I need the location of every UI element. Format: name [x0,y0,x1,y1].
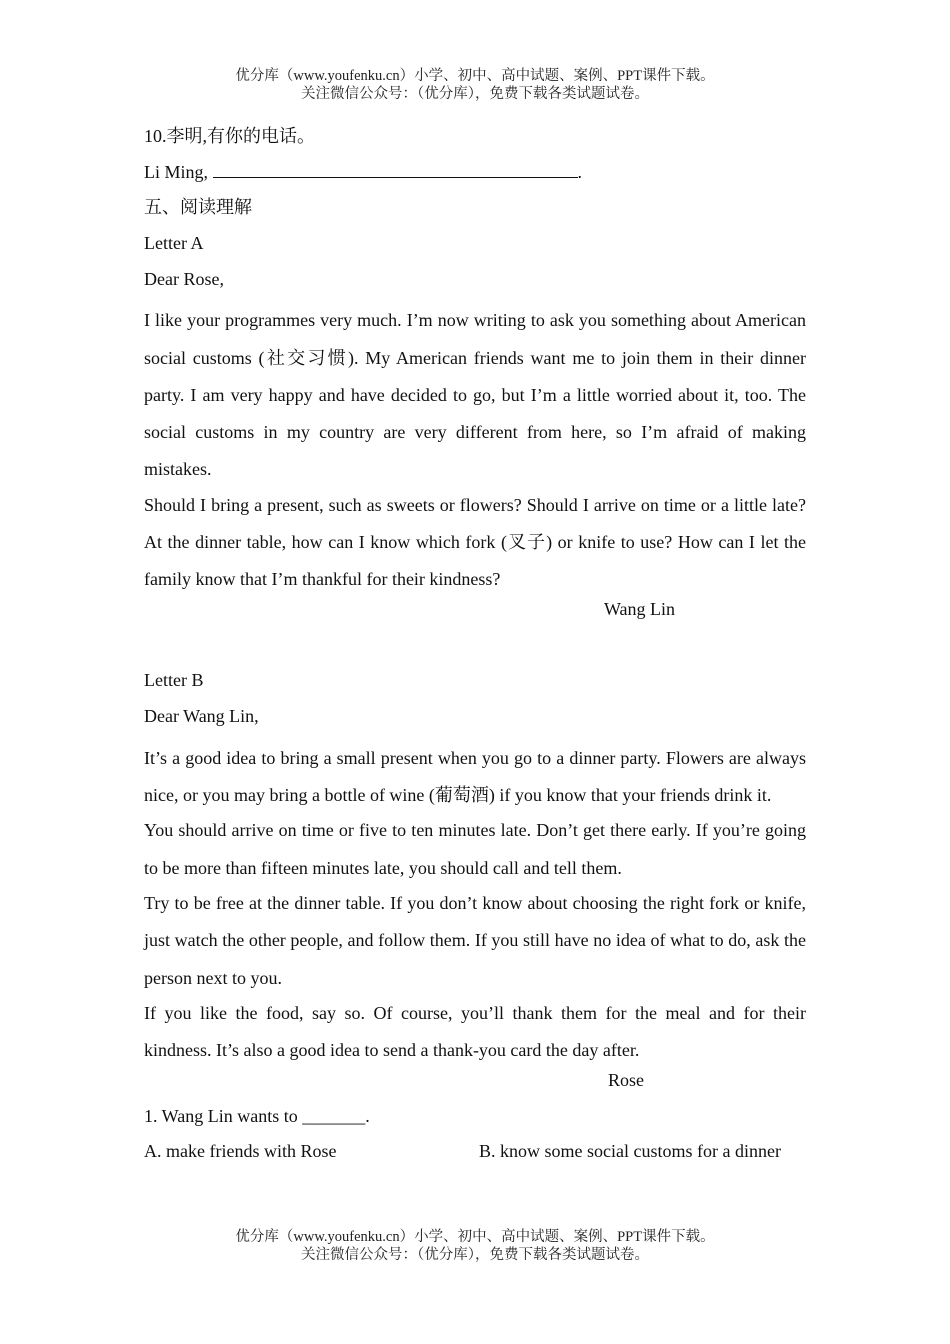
answer-prefix: Li Ming, [144,161,213,182]
letter-b-paragraph-2: You should arrive on time or five to ten minutes late. Don’t get there early. If you’re going to be more than fifteen minutes late, you should call and tell them. [144,820,806,878]
footer-line-1: 优分库（www.youfenku.cn）小学、初中、高中试题、案例、PPT课件下载。 [235,1229,715,1245]
answer-suffix: . [577,161,583,182]
page-header [0,67,950,103]
footer-line-2: 关注微信公众号：（优分库），免费下载各类试题试卷。 [301,1247,649,1263]
answer-blank[interactable] [213,160,578,178]
header-line-1: 优分库（www.youfenku.cn）小学、初中、高中试题、案例、PPT课件下载。 [235,68,715,84]
page-footer [0,1228,950,1264]
letter-b-signature: Rose [608,1069,644,1090]
section-title: 五、阅读理解 [144,197,252,218]
question-1-options [144,1139,806,1175]
letter-b-paragraph-3: Try to be free at the dinner table. If you don’t know about choosing the right fork or knife, just watch the other people, and follow them. If you still have no idea of what to do, ask the person next to you. [144,893,806,988]
letter-b-title: Letter B [144,670,204,691]
letter-b-greeting: Dear Wang Lin, [144,705,259,726]
letter-b-paragraph-1: It’s a good idea to bring a small present when you go to a dinner party. Flowers are always nice, or you may bring a bottle of wine (葡萄酒) if you know that your friends drink it. [144,747,806,805]
header-line-2: 关注微信公众号：（优分库），免费下载各类试题试卷。 [301,86,649,102]
question-1-option-b: B. know some social customs for a dinner [479,1141,781,1162]
letter-a-signature: Wang Lin [604,598,676,619]
letter-a-paragraph-2: Should I bring a present, such as sweets or flowers? Should I arrive on time or a little late? At the dinner table, how can I know which fork (叉子) or knife to use? How can I let the family know that I’m thankful for their kindness? [144,494,806,590]
spacer [144,633,806,669]
question-1-option-a: A. make friends with Rose [144,1141,337,1162]
letter-a-title: Letter A [144,233,204,254]
letter-b-paragraph-4: If you like the food, say so. Of course, you’ll thank them for the meal and for their kindness. It’s also a good idea to send a thank-you card the day after. [144,1003,806,1061]
letter-a-greeting: Dear Rose, [144,268,224,289]
translation-answer-line [144,160,806,196]
letter-a-paragraph-1: I like your programmes very much. I’m now writing to ask you something about American social customs (社交习惯). My American friends want me to join them in their dinner party. I am very happy and have decided to go, but I’m a little worried about it, too. The social customs in my country are very different from here, so I’m afraid of making mistakes. [144,310,806,480]
document-body [144,124,806,1175]
translation-prompt: 10.李明,有你的电话。 [144,126,315,146]
question-1-stem: 1. Wang Lin wants to _______. [144,1105,370,1126]
